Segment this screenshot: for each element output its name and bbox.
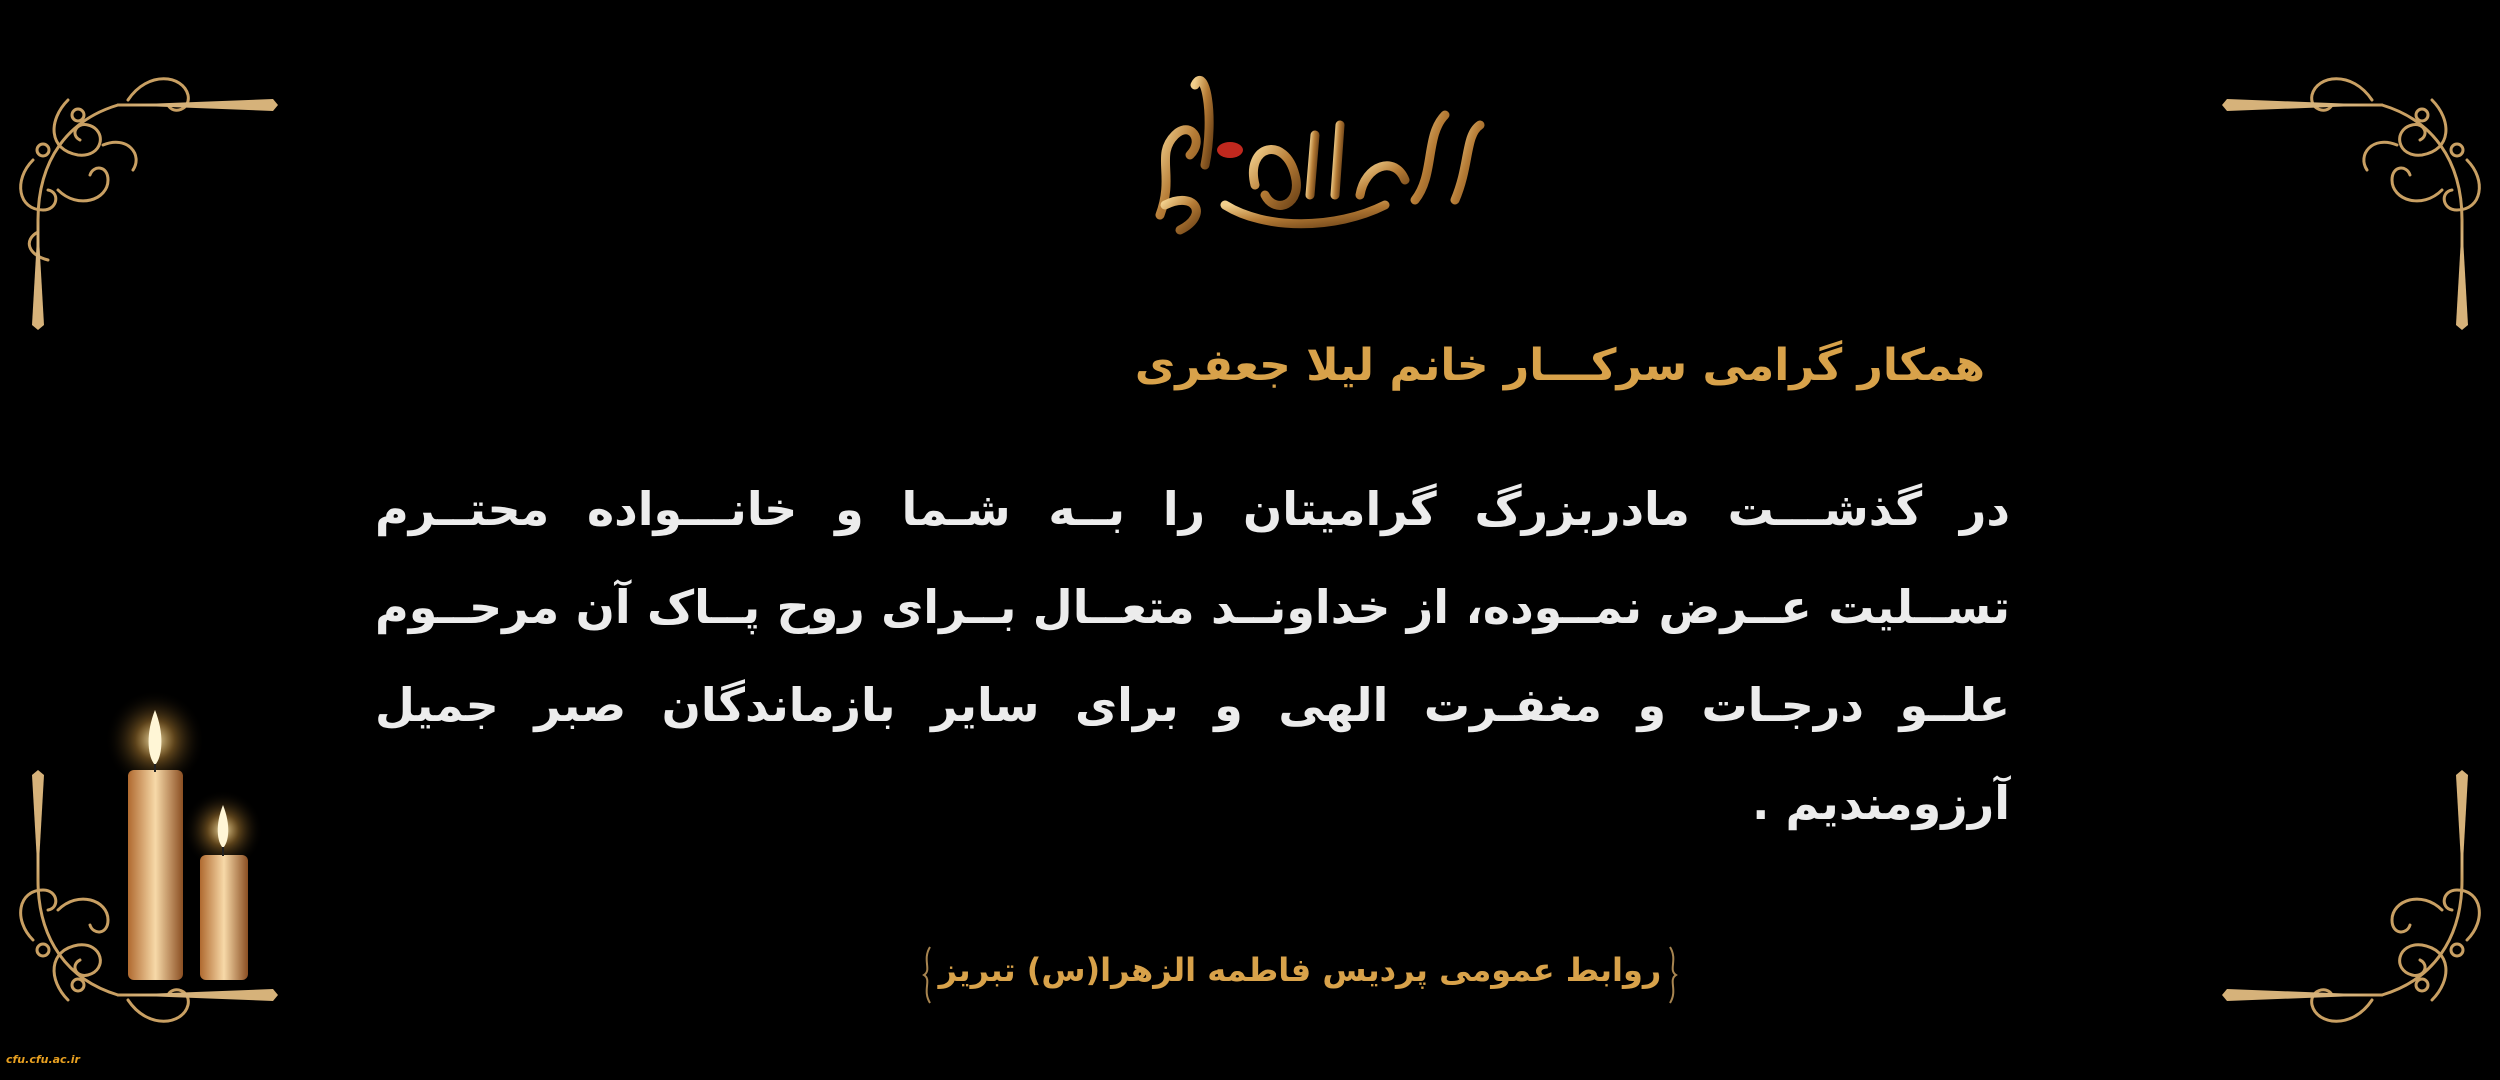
recipient-heading: همکار گرامی سرکـــار خانم لیلا جعفری <box>1134 340 1985 391</box>
site-watermark: cfu.cfu.ac.ir <box>6 1053 80 1066</box>
footer-signature <box>920 945 1680 1005</box>
ornate-corner-icon <box>8 60 278 330</box>
ornate-corner-icon <box>2222 60 2492 330</box>
corner-ornament-bottom-right <box>2222 770 2492 1040</box>
calligraphy-emblem <box>1135 55 1495 255</box>
candles-illustration <box>100 680 270 980</box>
ornate-corner-icon <box>2222 770 2492 1040</box>
condolence-message: در گذشـــت مادربزرگ گرامیتان را بــه شـما و خانـــواده محتــرم تســلیت عــرض نمــوده، از خداونــد متعــال بــرای روح پــاک آن مرحــوم علــو درجـات و مغفـرت الهی و برای سایر بازماندگان صبر جمیل آرزومندیم . <box>375 482 2010 830</box>
corner-ornament-top-right <box>2222 60 2492 330</box>
corner-ornament-top-left <box>8 60 278 330</box>
candle-icon <box>100 680 270 980</box>
footer-bracket-right <box>1666 945 1680 1005</box>
footer-signature-text: روابط عمومی پردیس فاطمه الزهرا(س) تبریز <box>938 951 1662 989</box>
